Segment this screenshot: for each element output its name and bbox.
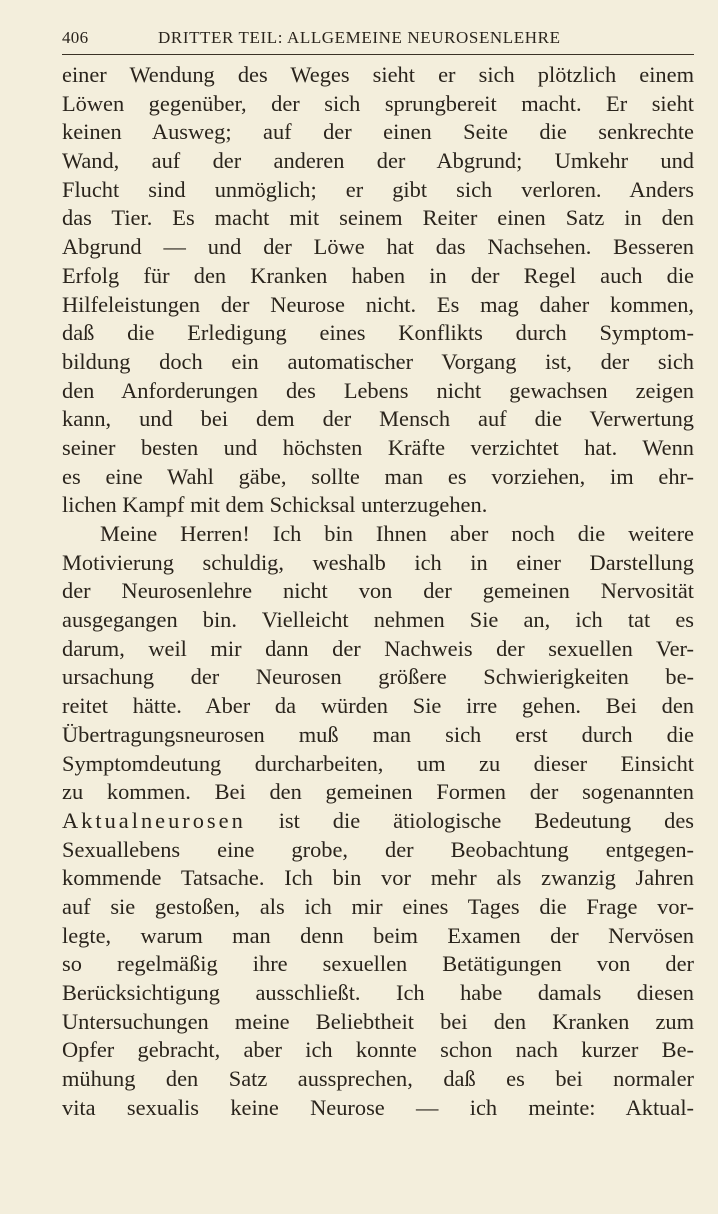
text-line: vita sexualis keine Neurose — ich meinte: Aktual- [62, 1094, 694, 1120]
text-line: Berücksichtigung ausschließt. Ich habe damals diesen [62, 980, 694, 1005]
text-line: bildung doch ein automatischer Vorgang ist, der sich [62, 348, 694, 374]
text-line: Opfer gebracht, aber ich konnte schon nach kurzer Be- [62, 1037, 694, 1063]
text-line: Symptomdeutung durcharbeiten, um zu dieser Einsicht [62, 750, 694, 776]
text-line: ursachung der Neurosen größere Schwierigkeiten be- [62, 664, 694, 690]
text-line: es eine Wahl gäbe, sollte man es vorziehen, im ehr- [62, 463, 694, 489]
spaced-term: Aktualneurosen [62, 807, 246, 833]
paragraph-end-line: lichen Kampf mit dem Schicksal unterzugehen. [62, 492, 488, 518]
text-line: Flucht sind unmöglich; er gibt sich verloren. Anders [62, 176, 694, 202]
text-line: Hilfeleistungen der Neurose nicht. Es mag daher kommen, [62, 291, 694, 317]
text-line: Abgrund — und der Löwe hat das Nachsehen. Besseren [62, 234, 694, 260]
text-line: Motivierung schuldig, weshalb ich in einer Darstellung [62, 549, 694, 575]
text-line [62, 807, 694, 836]
text-line: Löwen gegenüber, der sich sprungbereit macht. Er sieht [62, 90, 694, 116]
body-text [62, 61, 694, 1122]
book-page [62, 28, 694, 1122]
running-head-title: DRITTER TEIL: ALLGEMEINE NEUROSENLEHRE [158, 28, 561, 47]
text-line: Sexuallebens eine grobe, der Beobachtung entgegen- [62, 836, 694, 862]
text-line: darum, weil mir dann der Nachweis der sexuellen Ver- [62, 635, 694, 661]
text-line: den Anforderungen des Lebens nicht gewachsen zeigen [62, 377, 694, 403]
text-line: auf sie gestoßen, als ich mir eines Tages die Frage vor- [62, 893, 694, 919]
paragraph-start-line: Meine Herren! Ich bin Ihnen aber noch die weitere [100, 521, 694, 546]
text-line: kommende Tatsache. Ich bin vor mehr als zwanzig Jahren [62, 865, 694, 891]
text-line: keinen Ausweg; auf der einen Seite die senkrechte [62, 119, 694, 145]
text-line: kann, und bei dem der Mensch auf die Verwertung [62, 406, 694, 432]
text-line: Erfolg für den Kranken haben in der Regel auch die [62, 262, 694, 288]
text-line: mühung den Satz aussprechen, daß es bei normaler [62, 1066, 694, 1092]
text-line: ausgegangen bin. Vielleicht nehmen Sie an, ich tat es [62, 607, 694, 633]
text-line: das Tier. Es macht mit seinem Reiter einen Satz in den [62, 205, 694, 231]
text-line: Übertragungsneurosen muß man sich erst durch die [62, 721, 694, 747]
page-number: 406 [62, 28, 89, 47]
text-line: Wand, auf der anderen der Abgrund; Umkehr und [62, 148, 694, 174]
text-line: der Neurosenlehre nicht von der gemeinen Nervosität [62, 578, 694, 604]
text-line: zu kommen. Bei den gemeinen Formen der sogenannten [62, 779, 694, 805]
text-line: seiner besten und höchsten Kräfte verzichtet hat. Wenn [62, 434, 694, 460]
text-line: reitet hätte. Aber da würden Sie irre gehen. Bei den [62, 693, 694, 719]
text-line: Untersuchungen meine Beliebtheit bei den Kranken zum [62, 1008, 694, 1034]
text-line: einer Wendung des Weges sieht er sich plötzlich einem [62, 62, 694, 87]
text-line: daß die Erledigung eines Konflikts durch Symptom- [62, 320, 694, 346]
text-line-rest: ist die ätiologische Bedeutung des [245, 807, 694, 833]
text-line: legte, warum man denn beim Examen der Nervösen [62, 922, 694, 948]
text-line: so regelmäßig ihre sexuellen Betätigungen von der [62, 951, 694, 977]
header-rule [62, 54, 694, 55]
running-head [62, 28, 694, 52]
